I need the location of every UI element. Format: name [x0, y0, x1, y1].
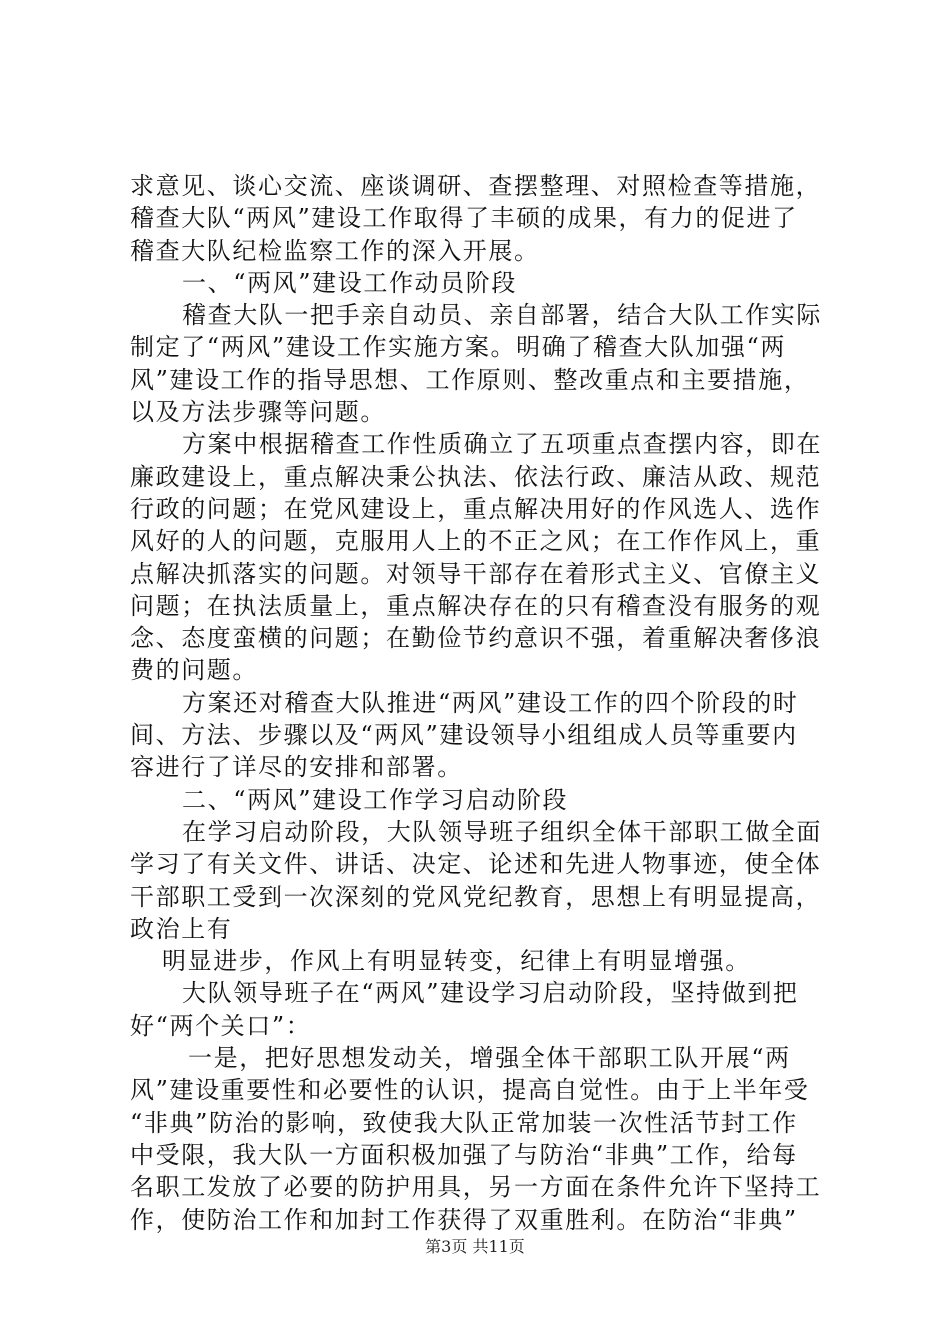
text-line-6: 制定了“两风”建设工作实施方案。明确了稽查大队加强“两	[130, 333, 787, 362]
text-line-13: 点解决抓落实的问题。对领导干部存在着形式主义、官僚主义	[130, 559, 822, 588]
section-heading-2: 二、“两风”建设工作学习启动阶段	[182, 785, 569, 814]
text-line-1: 求意见、谈心交流、座谈调研、查摆整理、对照检查等措施，	[130, 172, 822, 200]
section-heading-1: 一、“两风”建设工作动员阶段	[182, 268, 517, 297]
text-line-19: 容进行了详尽的安排和部署。	[130, 753, 463, 782]
text-line-30: “非典”防治的影响，致使我大队正常加装一次性活节封工作	[130, 1108, 798, 1137]
text-line-24: 政治上有	[130, 914, 233, 943]
text-line-28: 一是，把好思想发动关，增强全体干部职工队开展“两	[188, 1044, 791, 1073]
text-line-17: 方案还对稽查大队推进“两风”建设工作的四个阶段的时	[182, 688, 799, 717]
text-line-26: 大队领导班子在“两风”建设学习启动阶段，坚持做到把	[182, 979, 799, 1008]
text-line-8: 以及方法步骤等问题。	[130, 398, 386, 427]
text-line-10: 廉政建设上，重点解决秉公执法、依法行政、廉洁从政、规范	[130, 462, 822, 491]
page-number-footer: 第3页 共11页	[425, 1237, 525, 1256]
text-line-23: 干部职工受到一次深刻的党风党纪教育，思想上有明显提高，	[130, 882, 822, 911]
text-line-5: 稽查大队一把手亲自动员、亲自部署，结合大队工作实际	[182, 301, 822, 330]
text-line-21: 在学习启动阶段，大队领导班子组织全体干部职工做全面	[182, 817, 822, 846]
text-line-2: 稽查大队“两风”建设工作取得了丰硕的成果，有力的促进了	[130, 204, 798, 233]
text-line-27: 好“两个关口”：	[130, 1011, 312, 1040]
text-line-33: 作，使防治工作和加封工作获得了双重胜利。在防治“非典”	[130, 1205, 798, 1234]
text-line-7: 风”建设工作的指导思想、工作原则、整改重点和主要措施，	[130, 365, 810, 394]
text-line-15: 念、态度蛮横的问题；在勤俭节约意识不强，着重解决奢侈浪	[130, 624, 822, 653]
text-line-9: 方案中根据稽查工作性质确立了五项重点查摆内容，即在	[182, 430, 822, 459]
text-line-22: 学习了有关文件、讲话、决定、论述和先进人物事迹，使全体	[130, 850, 822, 879]
text-line-32: 名职工发放了必要的防护用具，另一方面在条件允许下坚持工	[130, 1173, 822, 1202]
text-line-25: 明显进步，作风上有明显转变，纪律上有明显增强。	[162, 947, 751, 976]
text-line-29: 风”建设重要性和必要性的认识，提高自觉性。由于上半年受	[130, 1076, 810, 1105]
text-line-18: 间、方法、步骤以及“两风”建设领导小组组成人员等重要内	[130, 721, 798, 750]
text-line-12: 风好的人的问题，克服用人上的不正之风；在工作作风上，重	[130, 527, 822, 556]
text-line-11: 行政的问题；在党风建设上，重点解决用好的作风选人、选作	[130, 494, 822, 523]
text-line-14: 问题；在执法质量上，重点解决存在的只有稽查没有服务的观	[130, 591, 822, 620]
text-line-16: 费的问题。	[130, 656, 258, 685]
text-line-31: 中受限，我大队一方面积极加强了与防治“非典”工作，给每	[130, 1140, 798, 1169]
text-line-3: 稽查大队纪检监察工作的深入开展。	[130, 236, 540, 265]
document-body	[130, 170, 830, 1236]
